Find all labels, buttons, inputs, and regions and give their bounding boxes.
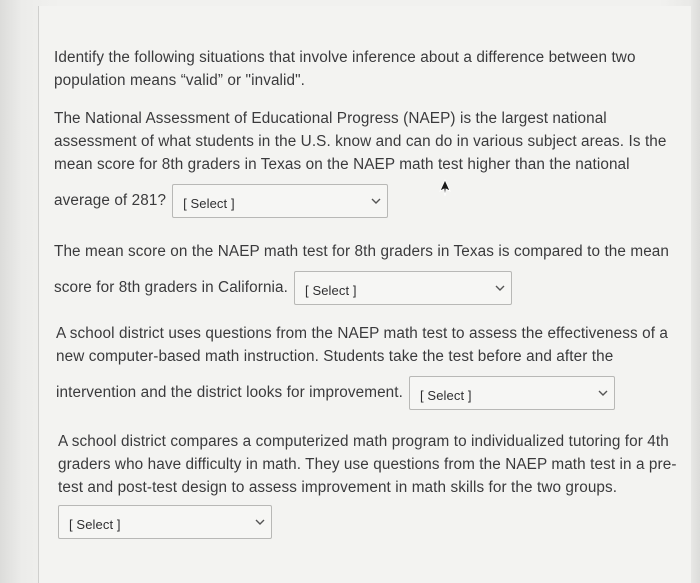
answer-select-4[interactable] [58,505,272,539]
question-text-line [54,184,667,218]
answer-select-3[interactable] [409,376,615,410]
select-placeholder: [ Select ] [183,196,235,211]
question-2 [54,240,669,305]
chevron-down-icon [598,388,608,398]
select-placeholder: [ Select ] [69,517,121,532]
question-text-line: test and post-test design to assess improvement in math skills for the two groups. [58,479,618,496]
chevron-down-icon [495,283,505,293]
question-text-line: The mean score on the NAEP math test for 8th graders in Texas is compared to the mean [54,243,670,260]
answer-select-2[interactable] [294,271,512,305]
question-1 [54,107,667,218]
question-text-line: A school district compares a computerized math program to individualized tutoring for 4th [58,433,669,450]
select-placeholder: [ Select ] [305,283,357,298]
question-text-line [56,376,668,410]
instructions-line: Identify the following situations that involve inference about a difference between two [54,49,636,66]
instructions [54,46,636,92]
question-text-line: The National Assessment of Educational Progress (NAEP) is the largest national [54,110,607,127]
chevron-down-icon [255,517,265,527]
question-4 [58,430,677,539]
answer-select-1[interactable] [172,184,388,218]
question-text-line: new computer-based math instruction. Students take the test before and after the [56,348,614,365]
instructions-line: population means “valid” or "invalid". [54,72,306,89]
question-text-tail: intervention and the district looks for improvement. [56,384,403,402]
select-row [58,505,677,539]
select-placeholder: [ Select ] [420,388,472,403]
question-text-tail: score for 8th graders in California. [54,279,289,297]
mouse-pointer-icon [437,178,453,198]
question-text-line: assessment of what students in the U.S. know and can do in various subject areas. Is the [54,133,667,150]
question-text-line: A school district uses questions from the NAEP math test to assess the effectiveness of a [56,325,669,342]
question-text-line [54,271,669,305]
question-text-tail: average of 281? [54,192,167,210]
question-text-line: graders who have difficulty in math. They use questions from the NAEP math test in a pre- [58,456,677,473]
chevron-down-icon [371,196,381,206]
question-3 [56,322,668,410]
question-text-line: mean score for 8th graders in Texas on the NAEP math test higher than the national [54,156,630,173]
